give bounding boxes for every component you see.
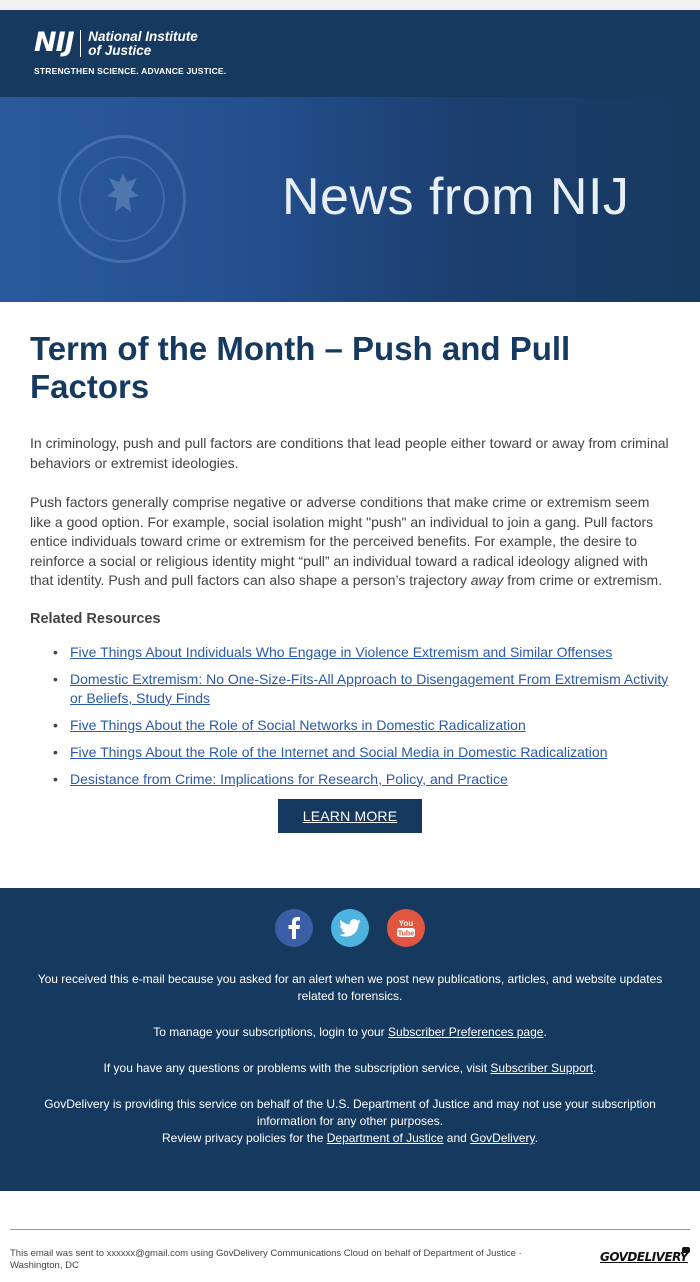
svg-text:Tube: Tube: [397, 930, 415, 938]
divider: [10, 1229, 690, 1230]
subscriber-support-link[interactable]: Subscriber Support: [490, 1061, 594, 1075]
article-headline: Term of the Month – Push and Pull Factors: [30, 330, 571, 405]
footer: [0, 888, 700, 1191]
govdelivery-privacy-link[interactable]: GovDelivery: [470, 1131, 535, 1145]
twitter-glyph: [339, 919, 361, 937]
paragraph-2-text-end: from crime or extremism.: [503, 572, 663, 588]
manage-text-end: .: [543, 1025, 547, 1039]
doj-privacy-link[interactable]: Department of Justice: [326, 1131, 444, 1145]
privacy-text-end: .: [534, 1131, 538, 1145]
article-content: [0, 302, 700, 888]
nij-logo[interactable]: [34, 29, 226, 76]
list-item: [70, 643, 670, 662]
logo-tagline: STRENGTHEN SCIENCE. ADVANCE JUSTICE.: [34, 66, 227, 76]
logo-name-line1: National Institute: [88, 29, 198, 44]
list-item: [70, 670, 670, 708]
resource-link[interactable]: Five Things About the Role of the Internet and Social Media in Domestic Radicalization: [70, 743, 608, 760]
manage-text: To manage your subscriptions, login to your: [153, 1025, 389, 1039]
doj-seal-icon: [58, 135, 186, 263]
logo-name: [88, 30, 198, 58]
privacy-text-mid: and: [443, 1131, 471, 1145]
privacy-text: Review privacy policies for the: [162, 1131, 327, 1145]
logo-divider: [80, 30, 82, 57]
button-wrap: [30, 799, 670, 833]
svg-text:You: You: [398, 919, 414, 928]
list-item: [70, 770, 670, 789]
twitter-icon[interactable]: [331, 909, 369, 947]
banner-title: News from NIJ: [282, 168, 630, 226]
news-banner: [0, 97, 700, 302]
article-paragraph-1: In criminology, push and pull factors are conditions that lead people either toward or away from criminal behaviors or extremist ideologies.: [30, 435, 669, 471]
alert-notice: You received this e-mail because you asked for an alert when we post new publications, articles, and website updates related to forensics.: [37, 972, 663, 1003]
paragraph-2-text: Push factors generally comprise negative or adverse conditions that make crime or extremism seem like a good option. For example, social isolation might "push" an individual to join a gang. Pull factors entice individuals toward crime or extremism for the perceived benefits. For example, the desire to reinforce a social or religious identity might “pull” an individual toward a radical ideology aligned with that identity. Push and pull factors can also shape a person’s trajectory: [30, 494, 654, 588]
related-resources-title: Related Resources: [30, 610, 161, 627]
subscriber-preferences-link[interactable]: Subscriber Preferences page: [388, 1025, 544, 1039]
resource-link[interactable]: Desistance from Crime: Implications for Research, Policy, and Practice: [70, 770, 508, 787]
header-logo-bar: [0, 10, 700, 97]
list-item: [70, 743, 670, 762]
list-item: [70, 716, 670, 735]
article-paragraph-2: [30, 493, 670, 591]
youtube-glyph: [395, 917, 417, 939]
sent-to-disclaimer: This email was sent to xxxxxx@gmail.com using GovDelivery Communications Cloud on behalf of Department of Justice · Washington, DC: [10, 1248, 522, 1271]
manage-subscriptions-text: [0, 1024, 700, 1041]
youtube-icon[interactable]: [387, 909, 425, 947]
logo-name-line2: of Justice: [88, 43, 152, 58]
logo-abbr: NIJ: [34, 27, 74, 58]
resource-link[interactable]: Five Things About the Role of Social Networks in Domestic Radicalization: [70, 716, 526, 733]
top-strip: [0, 0, 700, 10]
related-resources-list: [30, 643, 670, 789]
govdelivery-logo[interactable]: GOVDELIVERY: [600, 1250, 688, 1264]
resource-link[interactable]: Five Things About Individuals Who Engage in Violence Extremism and Similar Offenses: [70, 643, 613, 660]
govdelivery-notice: [0, 1096, 700, 1147]
paragraph-2-emphasis: away: [470, 572, 504, 588]
social-links: [0, 909, 700, 947]
facebook-icon[interactable]: [275, 909, 313, 947]
eagle-icon: [101, 170, 145, 220]
bottom-section: [0, 1191, 700, 1282]
learn-more-button[interactable]: LEARN MORE: [278, 799, 423, 833]
resource-link[interactable]: Domestic Extremism: No One-Size-Fits-All Approach to Disengagement From Extremism Activity or Beliefs, Study Finds: [70, 670, 669, 706]
support-text-end: .: [593, 1061, 597, 1075]
govdelivery-text: GovDelivery is providing this service on behalf of the U.S. Department of Justice and may not use your subscription information for any other purposes.: [44, 1097, 656, 1128]
support-text: [0, 1060, 700, 1077]
facebook-glyph: [287, 917, 301, 939]
support-text-start: If you have any questions or problems with the subscription service, visit: [103, 1061, 491, 1075]
